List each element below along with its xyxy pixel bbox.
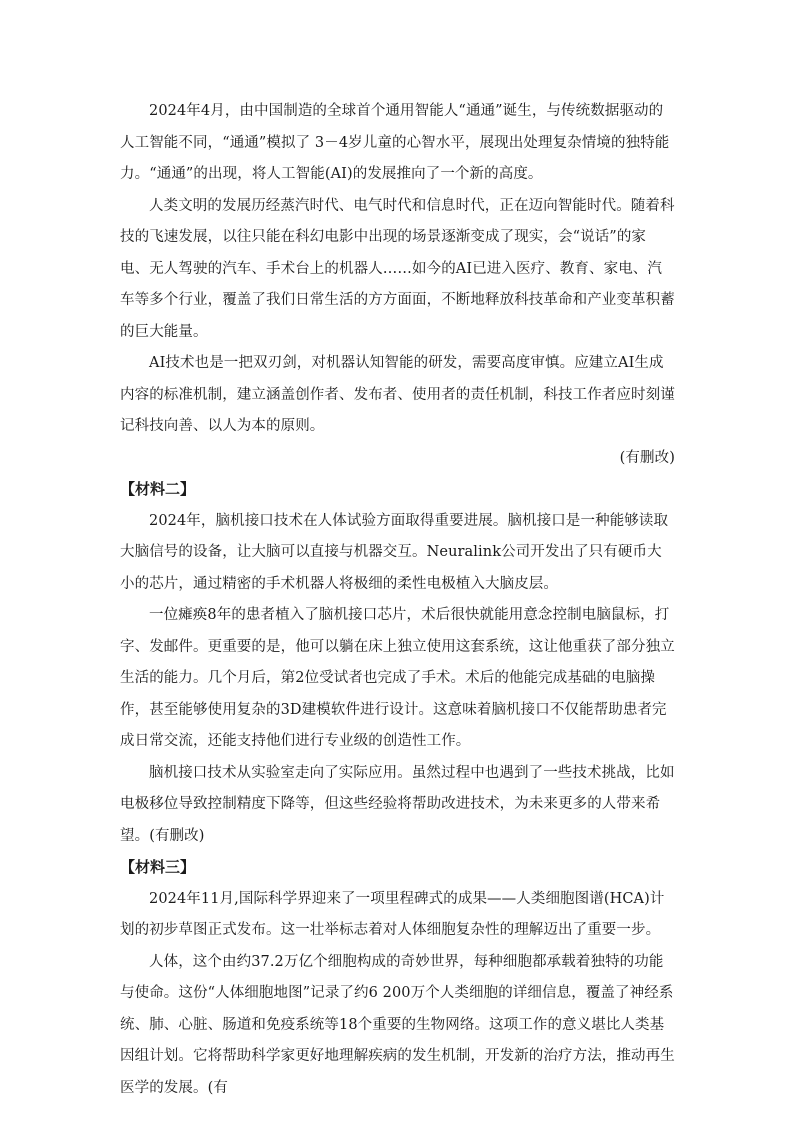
- material-three-heading: 【材料三】: [120, 858, 196, 876]
- paragraph: 一位瘫痪8年的患者植入了脑机接口芯片，术后很快就能用意念控制电脑鼠标，打字、发邮件。更重要的是，他可以躺在床上独立使用这套系统，这让他重获了部分独立生活的能力。几个月后，第2位受试者也完成了手术。术后的他能完成基础的电脑操作，甚至能够使用复杂的3D建模软件进行设计。这意味着脑机接口不仅能帮助患者完成日常交流，还能支持他们进行专业级的创造性工作。: [120, 607, 675, 749]
- material-two-heading: 【材料二】: [120, 480, 196, 498]
- revision-note: (有删改): [619, 449, 675, 466]
- paragraph: AI技术也是一把双刃剑，对机器认知智能的研发，需要高度审慎。应建立AI生成内容的标准机制，建立涵盖创作者、发布者、使用者的责任机制，科技工作者应时刻谨记科技向善、以人为本的原则。: [120, 355, 675, 434]
- material-two-section: [120, 474, 675, 852]
- document-body: [120, 96, 675, 1104]
- paragraph: 2024年4月，由中国制造的全球首个通用智能人“通通”诞生，与传统数据驱动的人工智能不同，“通通”模拟了 3－4岁儿童的心智水平，展现出处理复杂情境的独特能力。“通通”的出现，将人工智能(AI)的发展推向了一个新的高度。: [120, 103, 670, 182]
- material-three-section: [120, 852, 675, 1104]
- paragraph: 人体，这个由约37.2万亿个细胞构成的奇妙世界，每种细胞都承载着独特的功能与使命。这份“人体细胞地图”记录了约6 200万个人类细胞的详细信息，覆盖了神经系统、肺、心脏、肠道和免疫系统等18个重要的生物网络。这项工作的意义堪比人类基因组计划。它将帮助科学家更好地理解疾病的发生机制，开发新的治疗方法，推动再生医学的发展。(有: [120, 953, 675, 1096]
- paragraph: 人类文明的发展历经蒸汽时代、电气时代和信息时代，正在迈向智能时代。随着科技的飞速发展，以往只能在科幻电影中出现的场景逐渐变成了现实，会“说话”的家电、无人驾驶的汽车、手术台上的机器人……如今的AI已进入医疗、教育、家电、汽车等多个行业，覆盖了我们日常生活的方方面面，不断地释放科技革命和产业变革积蓄的巨大能量。: [120, 197, 675, 340]
- paragraph: 脑机接口技术从实验室走向了实际应用。虽然过程中也遇到了一些技术挑战，比如电极移位导致控制精度下降等，但这些经验将帮助改进技术，为未来更多的人带来希望。(有删改): [120, 764, 675, 844]
- paragraph: 2024年，脑机接口技术在人体试验方面取得重要进展。脑机接口是一种能够读取大脑信号的设备，让大脑可以直接与机器交互。Neuralink公司开发出了只有硬币大小的芯片，通过精密的手术机器人将极细的柔性电极植入大脑皮层。: [120, 512, 669, 592]
- material-one-section: [120, 96, 675, 474]
- paragraph: 2024年11月,国际科学界迎来了一项里程碑式的成果——人类细胞图谱(HCA)计划的初步草图正式发布。这一壮举标志着对人体细胞复杂性的理解迈出了重要一步。: [120, 890, 665, 938]
